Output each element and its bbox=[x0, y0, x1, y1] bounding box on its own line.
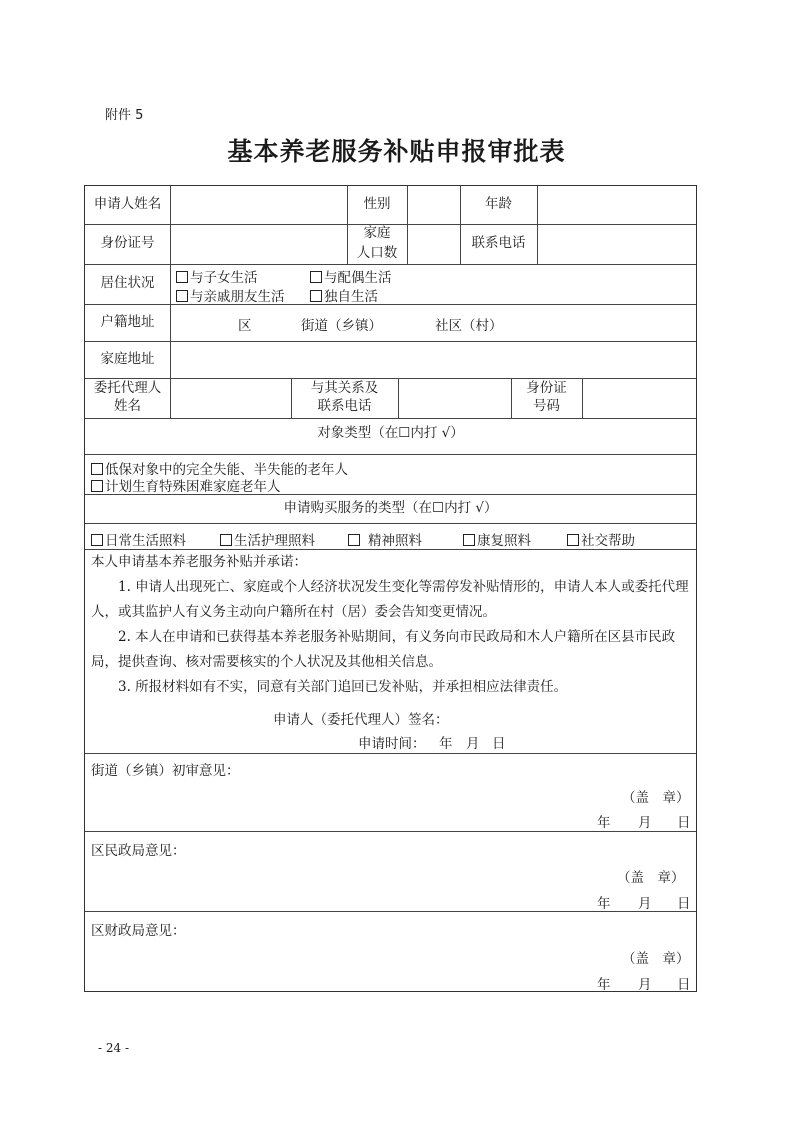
subject-option-low-income-disabled[interactable]: 低保对象中的完全失能、半失能的老年人 bbox=[91, 458, 348, 478]
living-status-label: 居住状况 bbox=[100, 275, 155, 292]
community-label: 社区（村） bbox=[435, 318, 503, 334]
living-option-alone[interactable]: 独自生活 bbox=[310, 285, 378, 305]
district-label: 区 bbox=[238, 318, 252, 334]
living-option-children[interactable]: 与子女生活 bbox=[176, 266, 258, 286]
household-size-label-line1: 家庭 bbox=[363, 225, 391, 242]
home-address-label: 家庭地址 bbox=[100, 350, 155, 367]
finance-opinion-year: 年 bbox=[597, 977, 611, 993]
checkbox-icon[interactable] bbox=[463, 534, 475, 546]
service-option-nursing-care[interactable]: 生活护理照料 bbox=[220, 529, 315, 549]
living-option-spouse[interactable]: 与配偶生活 bbox=[310, 266, 392, 286]
living-option-relatives[interactable]: 与亲戚朋友生活 bbox=[176, 285, 285, 305]
commitment-item-3: 3. 所报材料如有不实，同意有关部门追回已发补贴，并承担相应法律责任。 bbox=[118, 679, 568, 695]
row-divider bbox=[85, 454, 696, 455]
id-number-field[interactable] bbox=[171, 224, 347, 264]
commitment-section bbox=[91, 550, 690, 700]
gender-label: 性别 bbox=[363, 196, 391, 213]
age-label: 年龄 bbox=[485, 196, 512, 213]
row-divider bbox=[85, 523, 696, 524]
application-year: 年 bbox=[439, 736, 453, 752]
agent-relation-label: 与其关系及 联系电话 bbox=[310, 380, 379, 414]
agent-relation-field[interactable] bbox=[399, 378, 511, 418]
gender-field[interactable] bbox=[408, 186, 460, 224]
service-option-spiritual-care[interactable]: 精神照料 bbox=[348, 529, 422, 549]
street-label: 街道（乡镇） bbox=[301, 318, 382, 334]
row-divider bbox=[85, 831, 696, 832]
checkbox-icon[interactable] bbox=[310, 290, 322, 302]
application-date-label: 申请时间： bbox=[358, 736, 426, 752]
application-day: 日 bbox=[492, 736, 506, 752]
street-opinion-label: 街道（乡镇）初审意见： bbox=[91, 763, 240, 779]
finance-opinion-label: 区财政局意见： bbox=[91, 923, 186, 939]
phone-label: 联系电话 bbox=[471, 235, 526, 252]
service-option-rehabilitation[interactable]: 康复照料 bbox=[463, 529, 531, 549]
street-opinion-year: 年 bbox=[597, 815, 611, 831]
checkbox-icon[interactable] bbox=[348, 534, 360, 546]
page-title: 基本养老服务补贴申报审批表 bbox=[227, 137, 566, 166]
household-size-label bbox=[347, 224, 407, 264]
checkbox-icon[interactable] bbox=[176, 290, 188, 302]
household-size-label-line2: 人口数 bbox=[356, 245, 398, 261]
agent-name-label: 委托代理人 姓名 bbox=[93, 380, 162, 414]
registered-address-label: 户籍地址 bbox=[100, 313, 155, 330]
signature-label: 申请人（委托代理人）签名： bbox=[273, 712, 449, 728]
commitment-item-2: 2. 本人在申请和已获得基本养老服务补贴期间，有义务向市民政局和木人户籍所在区县市民政局，提供查询、核对需要核实的个人状况及其他相关信息。 bbox=[91, 629, 676, 670]
row-divider bbox=[85, 264, 696, 265]
phone-field[interactable] bbox=[538, 224, 696, 264]
finance-opinion-day: 日 bbox=[677, 977, 691, 993]
street-opinion-day: 日 bbox=[677, 815, 691, 831]
applicant-name-field[interactable] bbox=[171, 186, 347, 224]
application-month: 月 bbox=[466, 736, 480, 752]
row-divider bbox=[85, 753, 696, 754]
checkbox-icon[interactable] bbox=[310, 271, 322, 283]
checkbox-icon[interactable] bbox=[91, 480, 103, 492]
service-option-daily-care[interactable]: 日常生活照料 bbox=[91, 529, 186, 549]
home-address-field[interactable] bbox=[171, 341, 696, 378]
agent-id-field[interactable] bbox=[583, 378, 696, 418]
civil-affairs-opinion-month: 月 bbox=[638, 896, 652, 912]
street-opinion-month: 月 bbox=[638, 815, 652, 831]
subject-type-header: 对象类型（在☐内打 √） bbox=[317, 425, 464, 442]
attachment-label: 附件 5 bbox=[105, 108, 144, 123]
finance-opinion-month: 月 bbox=[638, 977, 652, 993]
checkbox-icon[interactable] bbox=[176, 271, 188, 283]
checkbox-icon[interactable] bbox=[567, 534, 579, 546]
checkbox-icon[interactable] bbox=[220, 534, 232, 546]
civil-affairs-opinion-seal: （盖 章） bbox=[617, 870, 685, 886]
checkbox-icon[interactable] bbox=[91, 463, 103, 475]
commitment-intro: 本人申请基本养老服务补贴并承诺： bbox=[91, 554, 307, 570]
page-number: - 24 - bbox=[98, 1041, 130, 1055]
civil-affairs-opinion-day: 日 bbox=[677, 896, 691, 912]
checkbox-icon[interactable] bbox=[91, 534, 103, 546]
civil-affairs-opinion-label: 区民政局意见： bbox=[91, 843, 186, 859]
agent-name-field[interactable] bbox=[171, 378, 291, 418]
applicant-name-label: 申请人姓名 bbox=[93, 196, 162, 213]
age-field[interactable] bbox=[538, 186, 696, 224]
id-number-label: 身份证号 bbox=[100, 235, 155, 252]
household-size-field[interactable] bbox=[408, 224, 460, 264]
application-form bbox=[84, 185, 697, 992]
finance-opinion-seal: （盖 章） bbox=[622, 951, 690, 967]
agent-id-label: 身份证 号码 bbox=[526, 380, 567, 414]
commitment-item-1: 1. 申请人出现死亡、家庭或个人经济状况发生变化等需停发补贴情形的，申请人本人或委托代理人，或其监护人有义务主动向户籍所在村（居）委会告知变更情况。 bbox=[91, 579, 689, 620]
civil-affairs-opinion-year: 年 bbox=[597, 896, 611, 912]
subject-option-family-planning[interactable]: 计划生育特殊困难家庭老年人 bbox=[91, 475, 281, 495]
service-option-social-help[interactable]: 社交帮助 bbox=[567, 529, 635, 549]
street-opinion-seal: （盖 章） bbox=[622, 790, 690, 806]
service-type-header: 申请购买服务的类型（在☐内打 √） bbox=[283, 499, 498, 516]
